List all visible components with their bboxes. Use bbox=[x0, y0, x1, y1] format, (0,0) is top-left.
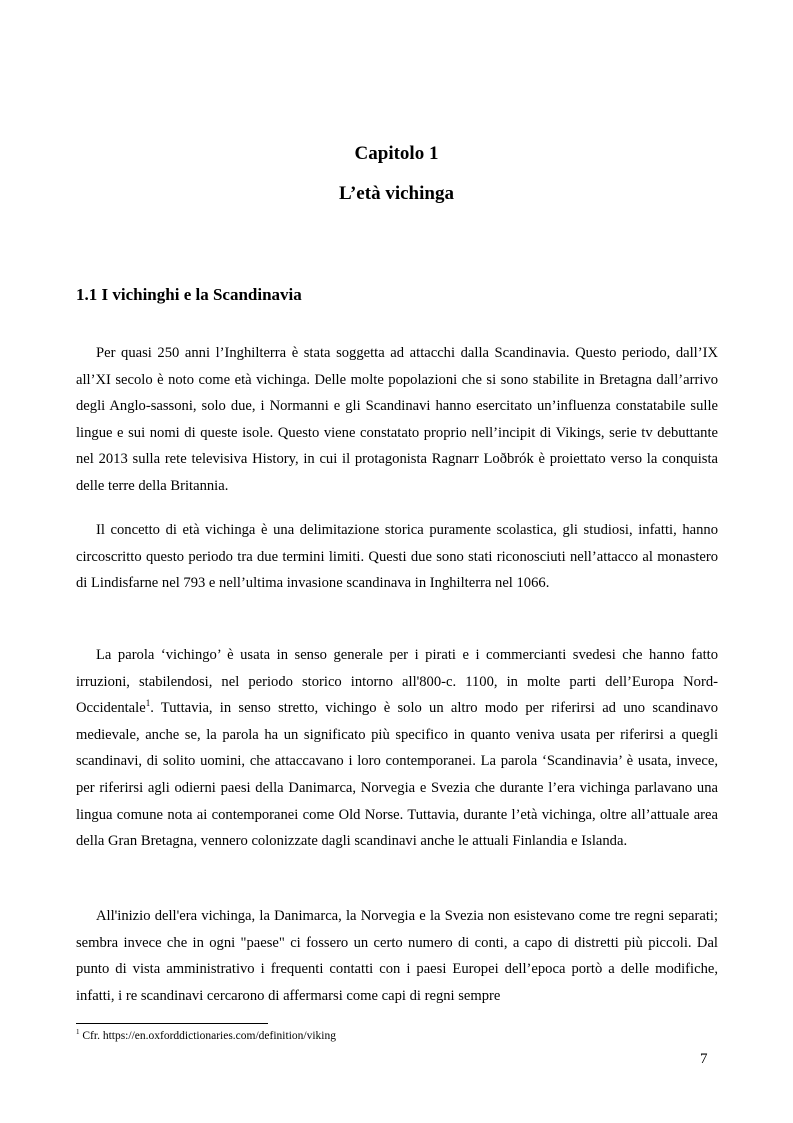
chapter-label: Capitolo 1 bbox=[354, 143, 439, 164]
paragraph-3-text-end: . Tuttavia, in senso stretto, vichingo è solo un altro modo per riferirsi ad uno scandinavo medievale, anche se, la parola ha un significato più specifico in quanto veniva usata per riferirsi a quegli scandinavi, di solito uomini, che attaccavano i loro contemporanei. La parola ‘Scandinavia’ è usata, invece, per riferirsi agli odierni paesi della Danimarca, Norvegia e Svezia che durante l’era vichinga parlavano una lingua comune nota ai contemporanei come Old Norse. Tuttavia, durante l’età vichinga, oltre all’attuale area della Gran Bretagna, vennero colonizzate dagli scandinavi anche le attuali Finlandia e Islanda. bbox=[76, 700, 718, 850]
paragraph-1: Per quasi 250 anni l’Inghilterra è stata soggetta ad attacchi dalla Scandinavia. Questo periodo, dall’IX all’XI secolo è noto come età vichinga. Delle molte popolazioni che si sono stabilite in Bretagna dall’arrivo degli Anglo-sassoni, solo due, i Normanni e gli Scandinavi hanno esercitato un’influenza constatabile sulle lingue e sui nomi di queste isole. Questo viene constatato proprio nell’incipit di Vikings, serie tv debuttante nel 2013 sulla rete televisiva History, in cui il protagonista Ragnarr Loðbrók è proiettato verso la conquista delle terre della Britannia. bbox=[76, 345, 718, 494]
footnote bbox=[76, 1030, 336, 1042]
footnote-reference: 1 bbox=[145, 698, 151, 709]
paragraph-3-text-start: La parola ‘vichingo’ è usata in senso generale per i pirati e i commercianti svedesi che hanno fatto irruzioni, stabilendosi, nel periodo storico intorno all'800-c. 1100, in molte parti dell’Europa Nord-Occidentale bbox=[76, 647, 718, 717]
paragraph-4: All'inizio dell'era vichinga, la Danimarca, la Norvegia e la Svezia non esistevano come tre regni separati; sembra invece che in ogni "paese" ci fossero un certo numero di conti, a capo di distretti più piccoli. Dal punto di vista amministrativo i frequenti contatti con i paesi Europei dell’epoca portò a delle modifiche, infatti, i re scandinavi cercarono di affermarsi come capi di regni sempre bbox=[76, 908, 718, 1004]
paragraph-2: Il concetto di età vichinga è una delimitazione storica puramente scolastica, gli studiosi, infatti, hanno circoscritto questo periodo tra due termini limiti. Questi due sono stati riconosciuti nell’attacco al monastero di Lindisfarne nel 793 e nell’ultima invasione scandinava in Inghilterra nel 1066. bbox=[76, 522, 718, 592]
page-number: 7 bbox=[700, 1051, 708, 1067]
footnote-text: Cfr. https://en.oxforddictionaries.com/definition/viking bbox=[79, 1030, 336, 1042]
footnote-mark: 1 bbox=[76, 1028, 80, 1037]
footnote-separator bbox=[76, 1023, 268, 1024]
section-heading: 1.1 I vichinghi e la Scandinavia bbox=[76, 285, 302, 304]
chapter-title: L’età vichinga bbox=[339, 183, 454, 204]
paragraph-3 bbox=[76, 642, 718, 855]
